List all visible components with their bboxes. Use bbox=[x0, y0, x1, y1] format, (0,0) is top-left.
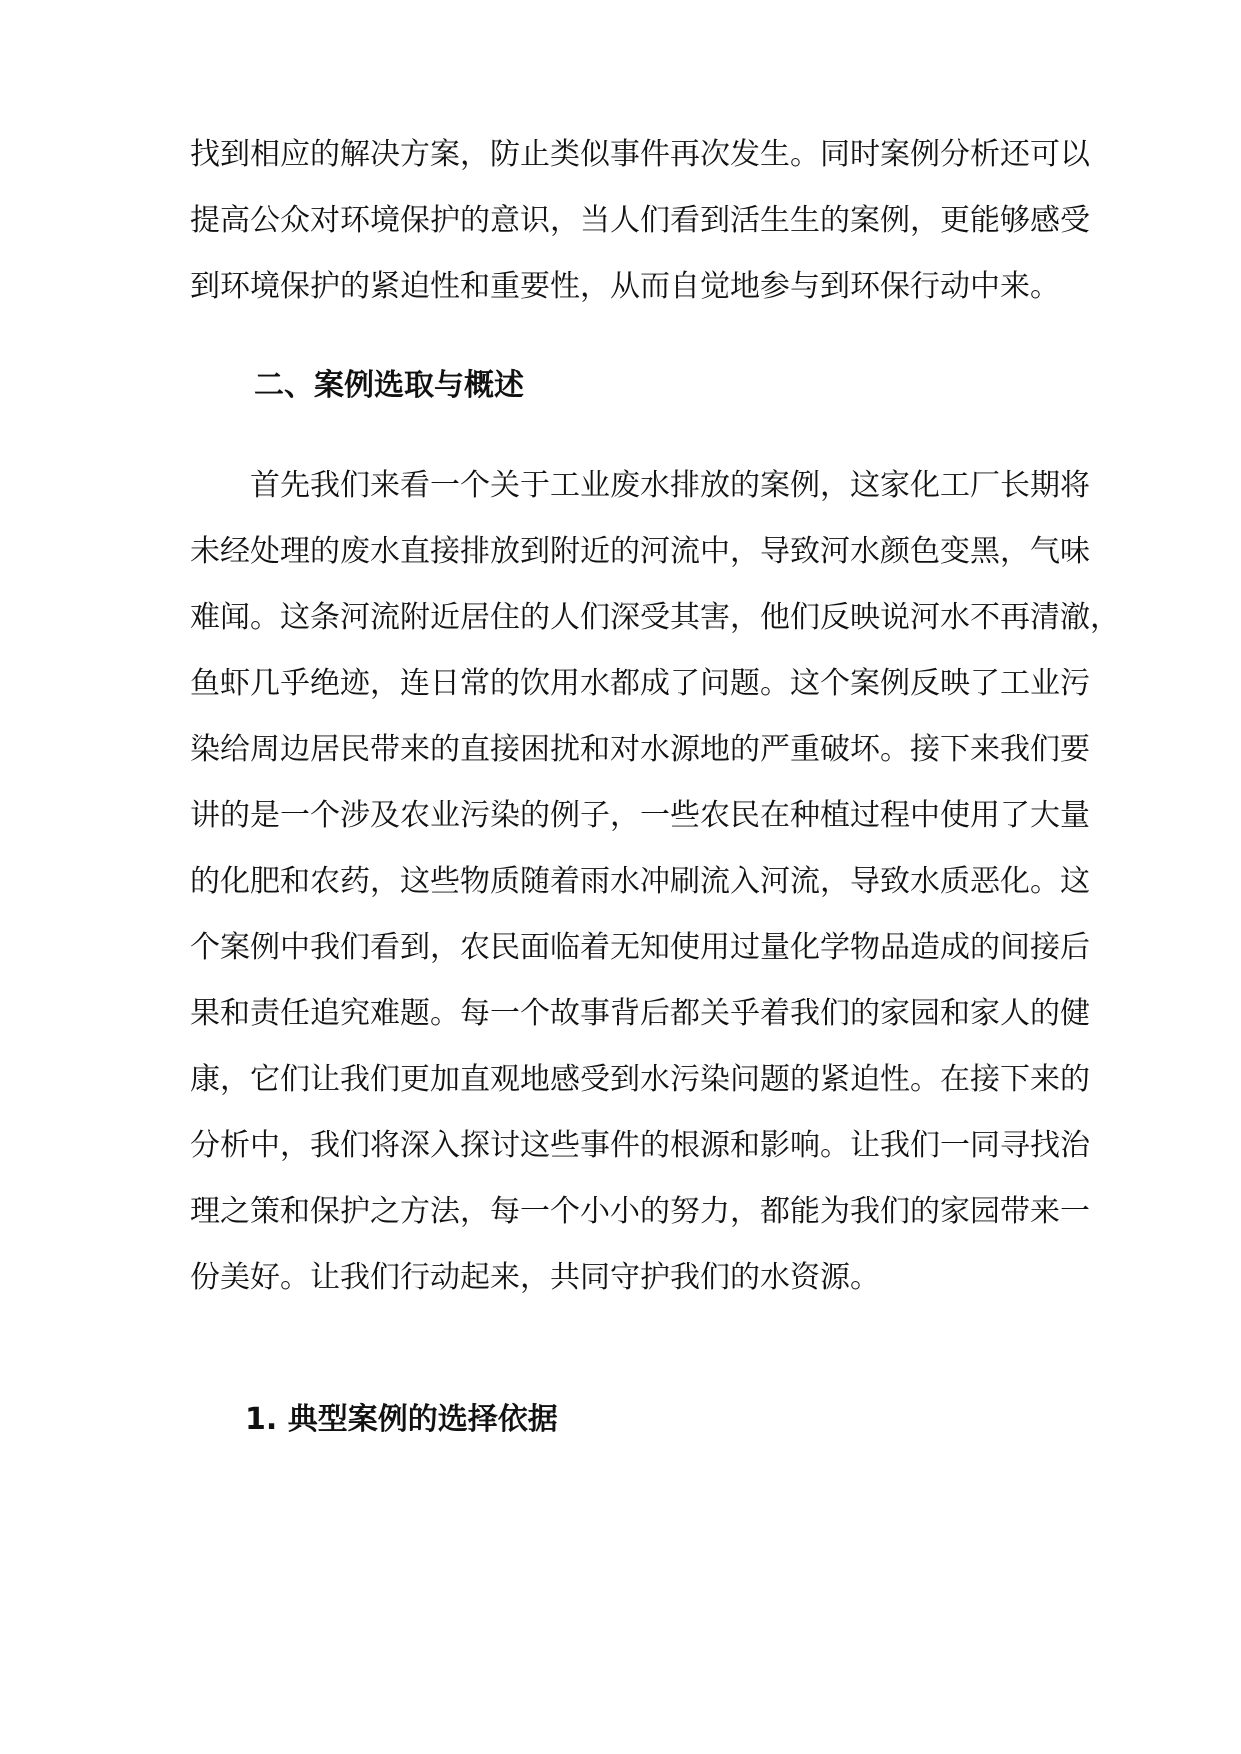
paragraph-line: 康，它们让我们更加直观地感受到水污染问题的紧迫性。在接下来的 bbox=[190, 1062, 1090, 1097]
subsection-heading: 1. 典型案例的选择依据 bbox=[245, 1402, 558, 1437]
paragraph-line: 首先我们来看一个关于工业废水排放的案例，这家化工厂长期将 bbox=[250, 468, 1090, 503]
paragraph-line: 理之策和保护之方法，每一个小小的努力，都能为我们的家园带来一 bbox=[190, 1194, 1090, 1229]
paragraph-line: 染给周边居民带来的直接困扰和对水源地的严重破坏。接下来我们要 bbox=[190, 732, 1090, 767]
paragraph-line: 未经处理的废水直接排放到附近的河流中，导致河水颜色变黑，气味 bbox=[190, 534, 1090, 569]
paragraph-line: 提高公众对环境保护的意识，当人们看到活生生的案例，更能够感受 bbox=[190, 203, 1090, 238]
paragraph-line: 鱼虾几乎绝迹，连日常的饮用水都成了问题。这个案例反映了工业污 bbox=[190, 666, 1090, 701]
paragraph-line: 分析中，我们将深入探讨这些事件的根源和影响。让我们一同寻找治 bbox=[190, 1128, 1090, 1163]
paragraph-line: 到环境保护的紧迫性和重要性，从而自觉地参与到环保行动中来。 bbox=[190, 269, 1060, 304]
paragraph-line: 讲的是一个涉及农业污染的例子，一些农民在种植过程中使用了大量 bbox=[190, 798, 1090, 833]
section-heading: 二、案例选取与概述 bbox=[254, 368, 524, 403]
paragraph-line: 果和责任追究难题。每一个故事背后都关乎着我们的家园和家人的健 bbox=[190, 996, 1090, 1031]
paragraph-line: 找到相应的解决方案，防止类似事件再次发生。同时案例分析还可以 bbox=[190, 137, 1090, 172]
paragraph-line: 的化肥和农药，这些物质随着雨水冲刷流入河流，导致水质恶化。这 bbox=[190, 864, 1090, 899]
paragraph-line: 份美好。让我们行动起来，共同守护我们的水资源。 bbox=[190, 1260, 880, 1295]
paragraph-line: 难闻。这条河流附近居住的人们深受其害，他们反映说河水不再清澈， bbox=[190, 600, 1120, 635]
paragraph-line: 个案例中我们看到，农民面临着无知使用过量化学物品造成的间接后 bbox=[190, 930, 1090, 965]
